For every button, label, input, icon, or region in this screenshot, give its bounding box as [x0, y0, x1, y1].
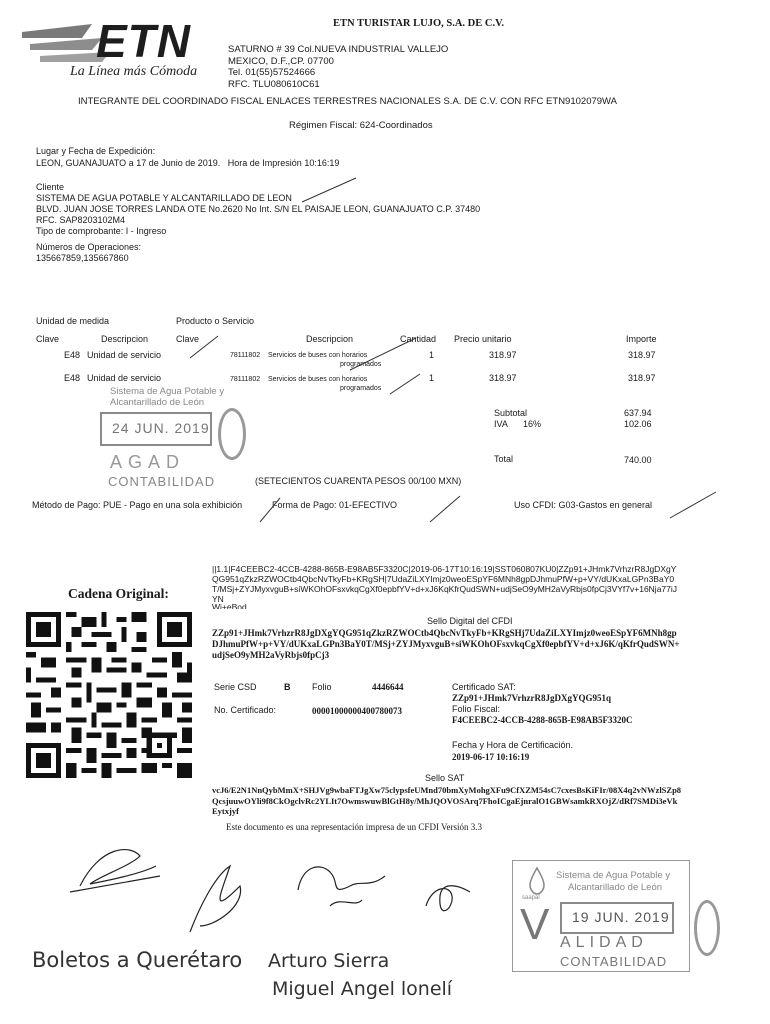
stamp2-line2: Alcantarillado de León — [568, 882, 663, 893]
accounting-stamp-1 — [60, 380, 260, 492]
sello-cfdi-label: Sello Digital del CFDI — [427, 616, 513, 626]
iva-label: IVA — [494, 419, 508, 429]
row2-descripcion2: programados — [340, 385, 382, 392]
col-prod-descripcion: Descripcion — [306, 334, 354, 344]
row2-prod-clave: 78111802 — [230, 376, 261, 383]
folio-label: Folio — [312, 682, 332, 692]
logo-text: ETN — [96, 15, 191, 67]
row1-precio: 318.97 — [489, 350, 517, 360]
unit-header: Unidad de medida — [36, 316, 110, 326]
qr-code-icon — [26, 612, 192, 778]
cert-value: 00001000000400780073 — [312, 706, 402, 716]
cfdi-footer: Este documento es una representación impresa de un CFDI Versión 3.3 — [226, 822, 483, 832]
total-value: 740.00 — [624, 455, 652, 465]
company-name: ETN TURISTAR LUJO, S.A. DE C.V. — [333, 18, 504, 29]
folio-value: 4446644 — [372, 682, 404, 692]
stamp2-dept: CONTABILIDAD — [560, 954, 668, 969]
col-precio: Precio unitario — [454, 334, 512, 344]
iva-value: 102.06 — [624, 419, 652, 429]
row2-clave: E48 — [64, 373, 81, 383]
handwritten-name2: Miguel Angel lonelí — [272, 978, 453, 1000]
col-cantidad: Cantidad — [400, 334, 437, 344]
water-drop-icon — [524, 866, 550, 896]
etn-logo — [22, 15, 217, 86]
iva-rate: 16% — [523, 419, 542, 429]
row2-importe: 318.97 — [628, 373, 656, 383]
address-line1: SATURNO # 39 Col.NUEVA INDUSTRIAL VALLEJO — [228, 44, 449, 55]
subtotal-label: Subtotal — [494, 408, 528, 418]
client-rfc: RFC. SAP8203102M4 — [36, 215, 126, 225]
row1-importe: 318.97 — [628, 350, 656, 360]
total-label: Total — [494, 454, 514, 464]
cfdi-use: Uso CFDI: G03-Gastos en general — [514, 500, 653, 510]
expedition-label: Lugar y Fecha de Expedición: — [36, 146, 156, 156]
subtotal-value: 637.94 — [624, 408, 652, 418]
stamp2-line1: Sistema de Agua Potable y — [556, 870, 671, 881]
handwritten-signatures — [40, 836, 480, 946]
stamp2-word: ALIDAD — [560, 934, 648, 951]
payment-method: Método de Pago: PUE - Pago en una sola exhibición — [32, 500, 243, 510]
qr-code — [26, 612, 192, 778]
stamp2-date: 19 JUN. 2019 — [572, 909, 670, 925]
regimen-fiscal: Régimen Fiscal: 624-Coordinados — [289, 120, 433, 131]
folio-fiscal-value: F4CEEBC2-4CCB-4288-865B-E98AB5F3320C — [452, 715, 633, 725]
fecha-cert-value: 2019-06-17 10:16:19 — [452, 752, 530, 762]
sello-cfdi: ZZp91+JHmk7VrhzrR8JgDXgYQG951qZkzRZWOCtb4QbcNvTkyFb+KRgSHj7UdaZiLXYImjz0weoESpYF6MNh8gpDJhmuPfW+p+VY/dUKxaLGPn3BaY0T/MSj+ZYJMyxvguB+siWKOhOFsxvkqCgXf0epbfYV+d+xJ6K/qKfrQudSWN+udjSeO9yMH2aVyRbjs0fpCj3 — [212, 628, 680, 660]
print-time: Hora de Impresión 10:16:19 — [227, 158, 340, 168]
product-header: Producto o Servicio — [176, 316, 255, 326]
client-name: SISTEMA DE AGUA POTABLE Y ALCANTARILLADO DE LEON — [36, 193, 292, 203]
col-importe: Importe — [626, 334, 657, 344]
stamp1-line1: Sistema de Agua Potable y — [110, 386, 225, 397]
company-rfc: RFC. TLU080610C61 — [228, 78, 320, 90]
handwritten-name1: Arturo Sierra — [268, 950, 390, 972]
stamp1-date-box — [100, 412, 212, 446]
client-label: Cliente — [36, 182, 65, 192]
serie-value: B — [284, 682, 291, 692]
expedition-date: LEON, GUANAJUATO a 17 de Junio de 2019. — [36, 158, 221, 168]
stamp1-date: 24 JUN. 2019 — [112, 420, 210, 436]
logo-tagline: La Línea más Cómoda — [70, 64, 198, 79]
stamp1-oval-icon — [218, 408, 246, 460]
row1-unidad: Unidad de servicio — [87, 350, 162, 360]
company-phone: Tel. 01(55)57524666 — [228, 67, 316, 78]
folio-fiscal-label: Folio Fiscal: — [452, 704, 501, 714]
expedition-value — [36, 158, 436, 169]
client-address: BLVD. JUAN JOSE TORRES LANDA OTE No.2620 No Int. S/N EL PAISAJE LEON, GUANAJUATO C.P. 37480 — [36, 204, 481, 214]
col-prod-clave: Clave — [176, 334, 200, 344]
stamp2-big-letter: V — [520, 900, 550, 949]
sello-sat-label: Sello SAT — [425, 773, 465, 783]
cadena-original: ||1.1|F4CEEBC2-4CCB-4288-865B-E98AB5F3320C|2019-06-17T10:16:19|SST060807KU0|ZZp91+JHmk7VrhzrR8JgDXgYQG951qZkzRZWOCtb4QbcNvTkyFb+KRgSH|7UdaZiLXYImjz0weoESpYF6MNh8gpDJhmuPfW+p+VY/dUKxaLGPn3BaY0T/MSj+ZYJMyxvguB+siWKOhOFsxvkqCgXf0epbfYV+d+xJ6KqKfrQudSWN+udjSeO9yMH2aVyRbjs0fpCj3VYf7v+16Nja77iJYN — [212, 564, 678, 604]
handwritten-boletos: Boletos a Querétaro — [32, 948, 243, 972]
stamp2-oval-icon — [694, 900, 720, 956]
serie-label: Serie CSD — [214, 682, 257, 692]
row2-unidad: Unidad de servicio — [87, 373, 162, 383]
row1-cantidad: 1 — [429, 350, 435, 360]
stamp1-dept: CONTABILIDAD — [108, 474, 216, 489]
accounting-stamp-2 — [516, 840, 716, 980]
payment-form: Forma de Pago: 01-EFECTIVO — [272, 500, 398, 510]
total-in-words: (SETECIENTOS CUARENTA PESOS 00/100 MXN) — [255, 476, 462, 486]
operations-value: 135667859,135667860 — [36, 253, 129, 263]
operations-label: Números de Operaciones: — [36, 242, 142, 252]
row1-descripcion: Servicios de buses con horarios — [268, 352, 368, 359]
row1-prod-clave: 78111802 — [230, 352, 261, 359]
row2-cantidad: 1 — [429, 373, 435, 383]
stamp1-line2: Alcantarillado de León — [110, 397, 205, 408]
pen-marks-payment — [250, 488, 720, 528]
cert-sat-value: ZZp91+JHmk7VrhzrR8JgDXgYQG951q — [452, 693, 611, 703]
sello-sat: vcJ6/E2N1NnQybMmX+SHJVg9wbaFTJgXw75clypsfeUMnd70bmXyMohgXFu9CfXZM54sC7cxesBsKiFIr/08X4q2vNWzlSZp8QcsjuuwOYli9f8CkOgclvRc2YLIt7OwmswuwBlGtH8y/MhJQOVOSArq7FhoICgaEjnralO1GBWsamkRXOjZ/dRf7SMDi3eVkEytxjyf — [212, 785, 682, 816]
cert-label: No. Certificado: — [214, 705, 277, 715]
col-clave: Clave — [36, 334, 60, 344]
row1-descripcion2: programados — [340, 361, 382, 368]
cadena-tail: Wi+eBod — [212, 604, 247, 609]
stamp2-date-box — [560, 902, 674, 934]
row2-descripcion: Servicios de buses con horarios — [268, 376, 368, 383]
address-line2: MEXICO, D.F.,CP. 07700 — [228, 55, 334, 67]
stamp2-brand: saapal — [522, 895, 540, 901]
row2-precio: 318.97 — [489, 373, 517, 383]
cert-sat-label: Certificado SAT: — [452, 682, 516, 692]
cadena-label: Cadena Original: — [68, 586, 169, 601]
coordinado-line: INTEGRANTE DEL COORDINADO FISCAL ENLACES TERRESTRES NACIONALES S.A. DE C.V. CON RFC ETN9102079WA — [78, 96, 617, 107]
fecha-cert-label: Fecha y Hora de Certificación. — [452, 740, 574, 750]
pen-check-mark — [300, 176, 360, 206]
stamp1-word: AGAD — [110, 452, 186, 472]
row1-clave: E48 — [64, 350, 81, 360]
col-descripcion: Descripcion — [101, 334, 149, 344]
voucher-type: Tipo de comprobante: I - Ingreso — [36, 226, 167, 236]
company-address — [228, 44, 528, 90]
